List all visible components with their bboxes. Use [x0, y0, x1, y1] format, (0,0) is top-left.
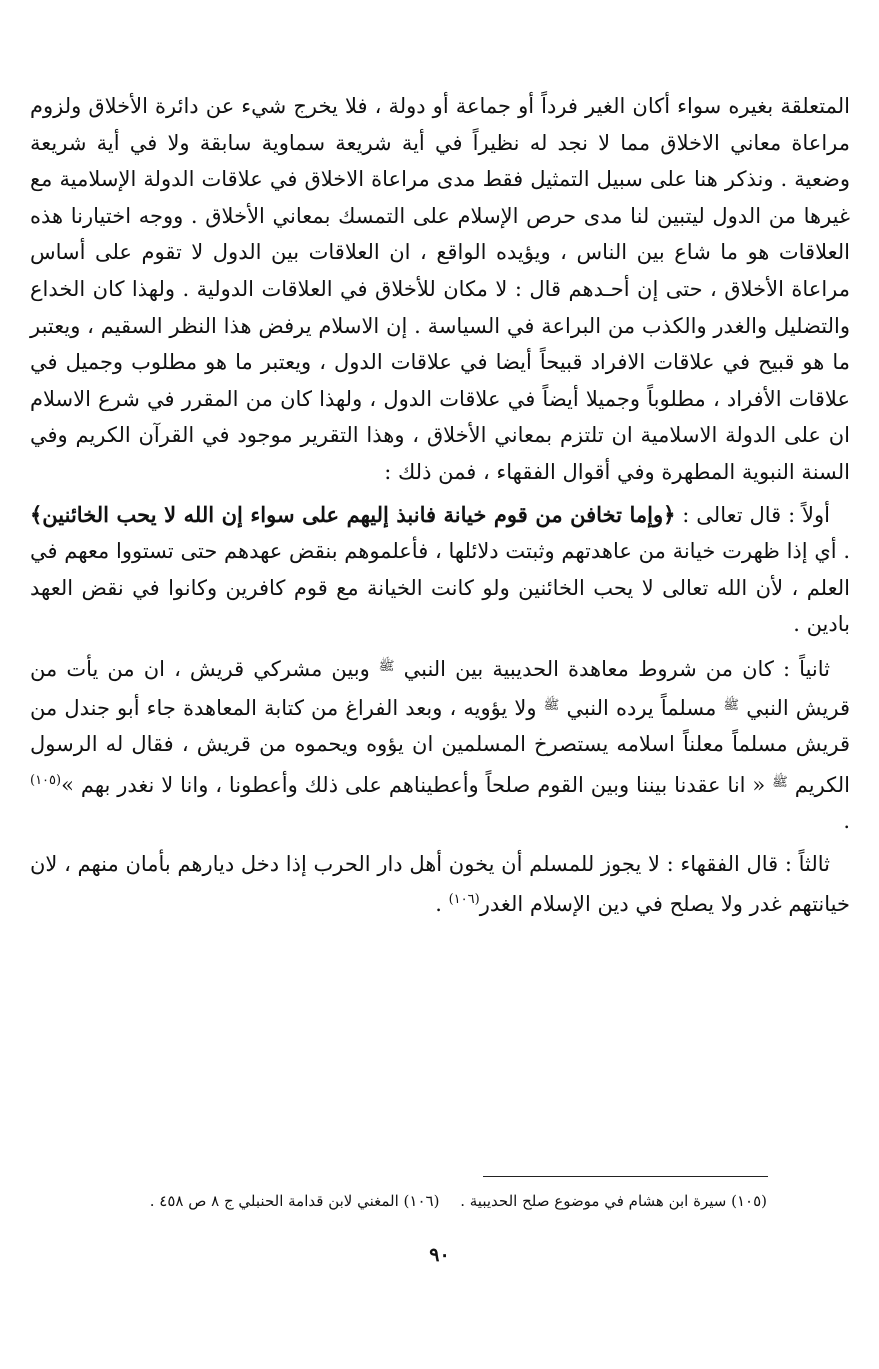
second-point-part-b: وبين مشركي قريش ، ان من يأت من قريش النبي: [30, 656, 850, 720]
second-point-part-a: ثانياً : كان من شروط معاهدة الحديبية بين النبي: [394, 656, 830, 681]
footnote-item: (١٠٥) سيرة ابن هشام في موضوع صلح الحديبية .: [460, 1192, 767, 1210]
footnote-reference: (١٠٥): [30, 772, 62, 788]
page-body: [30, 88, 850, 923]
salla-symbol: ﷺ: [543, 697, 560, 713]
quran-verse: ﴿وإما تخافن من قوم خيانة فانبذ إليهم على سواء إن الله لا يحب الخائنين﴾: [30, 501, 676, 527]
second-point-part-c: مسلماً يرده النبي: [559, 695, 724, 720]
third-point-end: .: [435, 892, 449, 917]
second-point-hadith: « انا عقدنا بيننا وبين القوم صلحاً وأعطيناهم على ذلك وأعطونا ، وانا لا نغدر بهم »: [61, 772, 773, 797]
footnote-item: (١٠٦) المغني لابن قدامة الحنبلي ج ٨ ص ٤٥٨ .: [149, 1192, 440, 1210]
paragraph-intro: المتعلقة بغيره سواء أكان الغير فرداً أو جماعة أو دولة ، فلا يخرج شيء عن دائرة الأخلاق ولزوم مراعاة معاني الاخلاق مما لا نجد له نظيراً في أية شريعة سماوية سابقة ولا في أية شريعة وضعية . ونذكر هنا على سبيل التمثيل فقط مدى مراعاة الاخلاق في علاقات الدولة الإسلامية مع غيرها من الدول ليتبين لنا مدى حرص الإسلام على التمسك بمعاني الأخلاق . ووجه اختيارنا هذه العلاقات هو ما شاع بين الناس ، ويؤيده الواقع ، ان العلاقات بين الدول لا تقوم على أساس مراعاة الأخلاق ، حتى إن أحـدهم قال : لا مكان للأخلاق في العلاقات الدولية . ولهذا كان الخداع والتضليل والغدر والكذب من البراعة في السياسة . إن الاسلام يرفض هذا النظر السقيم ، ويعتبر ما هو قبيح في علاقات الافراد قبيحاً أيضا في علاقات الدول ، ويعتبر ما هو مطلوب وجميل في علاقات الأفراد ، مطلوباً وجميلا أيضاً في علاقات الدول ، ولهذا كان من المقرر في شرع الاسلام ان على الدولة الاسلامية ان تلتزم بمعاني الأخلاق ، وهذا التقرير موجود في القرآن الكريم وفي السنة النبوية المطهرة وفي أقوال الفقهاء ، فمن ذلك :: [30, 94, 850, 484]
second-point-part-d: ولا يؤويه ، وبعد الفراغ من كتابة المعاهدة جاء أبو جندل من قريش مسلماً معلناً اسلامه يستصرخ المسلمين ان يؤوه ويحموه من قريش ، فقال له الرسول الكريم: [30, 695, 850, 797]
footnote-reference: (١٠٦): [448, 892, 480, 908]
paragraph-first-point: [30, 497, 850, 643]
page-number: ٩٠: [429, 1244, 450, 1266]
salla-symbol: ﷺ: [723, 697, 740, 713]
footnote-divider: [483, 1176, 768, 1177]
first-point-explanation: . أي إذا ظهرت خيانة من عاهدتهم وثبتت دلائلها ، فأعلموهم بنقض عهدهم حتى تستووا معهم في العلم ، لأن الله تعالى لا يحب الخائنين ولو كانت الخيانة مع قوم كافرين وكانوا في نقض العهد بادين .: [30, 539, 850, 637]
second-point-end: .: [843, 809, 850, 834]
salla-symbol: ﷺ: [772, 774, 788, 790]
salla-symbol: ﷺ: [378, 658, 395, 674]
footnotes: [47, 1188, 767, 1214]
first-point-intro: أولاً : قال تعالى :: [675, 502, 830, 527]
third-point-text: ثالثاً : قال الفقهاء : لا يجوز للمسلم أن يخون أهل دار الحرب إذا دخل ديارهم بأمان منهم ، لان خيانتهم غدر ولا يصلح في دين الإسلام الغدر: [30, 851, 850, 917]
paragraph-third-point: [30, 846, 850, 923]
paragraph-second-point: [30, 649, 850, 840]
